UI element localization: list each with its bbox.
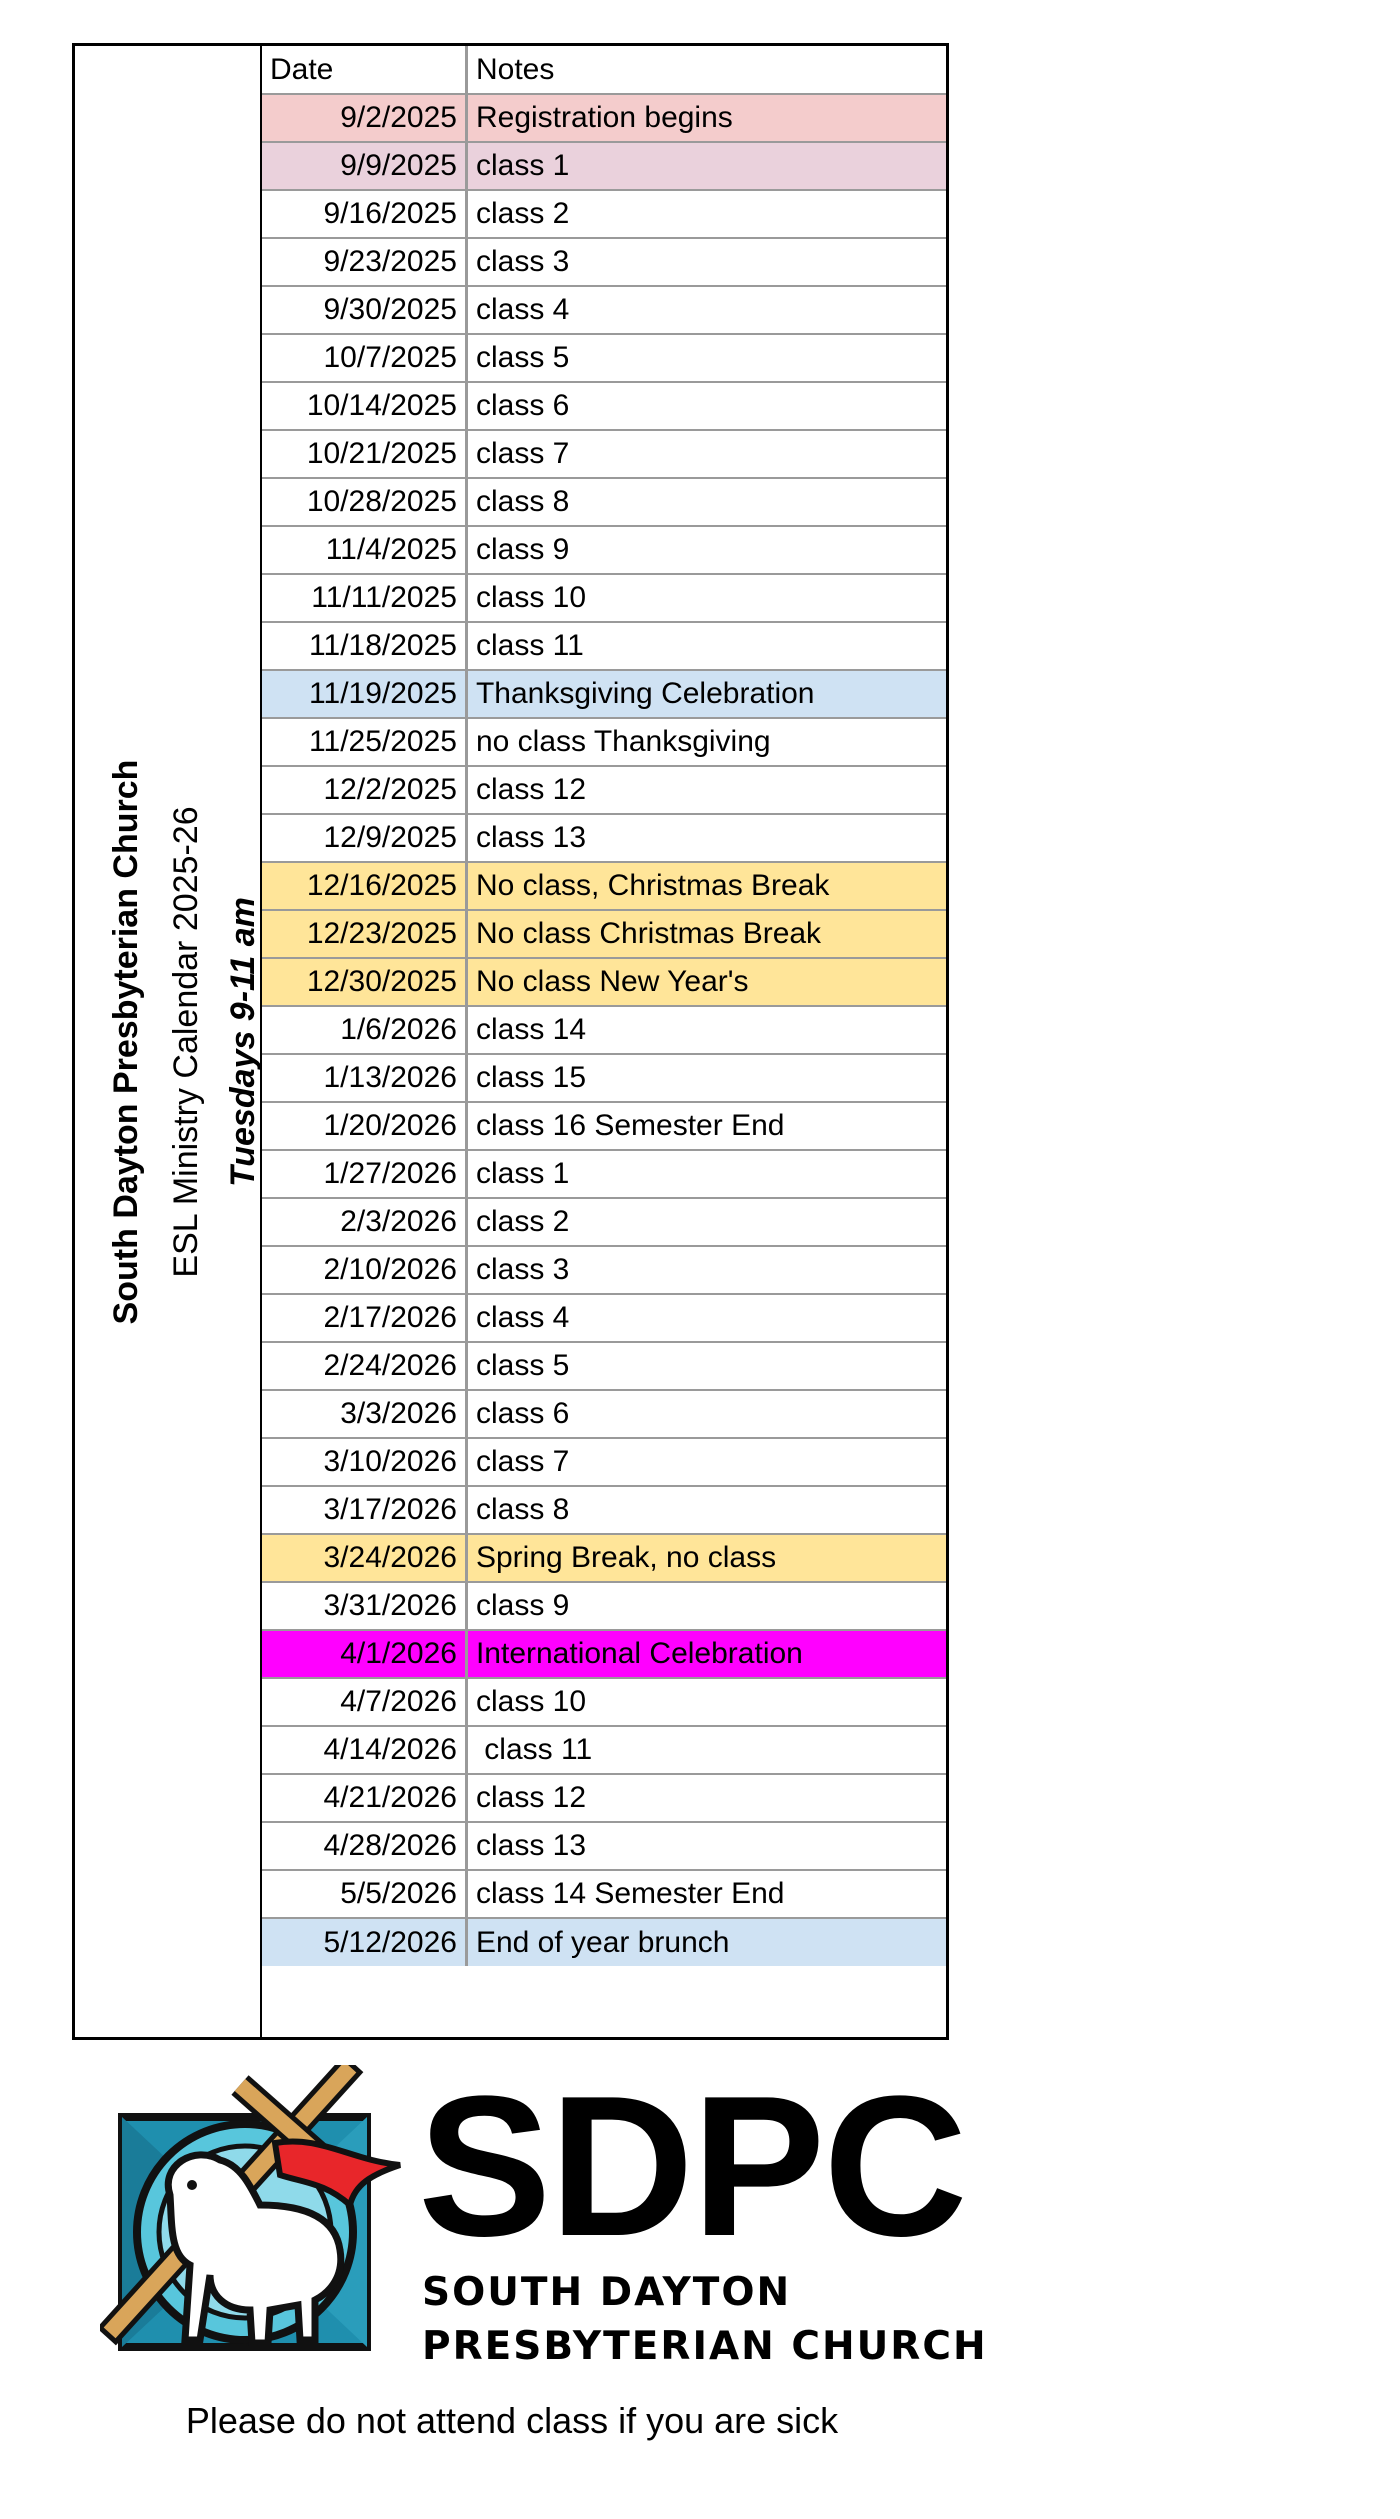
table-row <box>262 814 946 862</box>
note-cell: Spring Break, no class <box>466 1534 946 1582</box>
table-row <box>262 1150 946 1198</box>
table-row <box>262 1726 946 1774</box>
date-cell: 10/7/2025 <box>262 334 466 382</box>
note-cell: class 3 <box>466 1246 946 1294</box>
date-cell: 2/10/2026 <box>262 1246 466 1294</box>
note-cell: class 7 <box>466 430 946 478</box>
date-cell: 10/14/2025 <box>262 382 466 430</box>
note-cell: class 14 <box>466 1006 946 1054</box>
note-cell: class 8 <box>466 1486 946 1534</box>
table-row <box>262 1438 946 1486</box>
note-cell: class 5 <box>466 1342 946 1390</box>
note-cell: class 2 <box>466 190 946 238</box>
table-row <box>262 1246 946 1294</box>
note-cell: class 5 <box>466 334 946 382</box>
schedule-vertical: Tuesdays 9-11 am <box>224 896 262 1187</box>
table-row <box>262 526 946 574</box>
date-cell: 4/28/2026 <box>262 1822 466 1870</box>
date-cell: 3/17/2026 <box>262 1486 466 1534</box>
date-cell: 9/2/2025 <box>262 94 466 142</box>
date-cell: 12/2/2025 <box>262 766 466 814</box>
note-cell: class 8 <box>466 478 946 526</box>
table-row <box>262 670 946 718</box>
calendar-sheet <box>72 43 949 2040</box>
logo-acronym: SDPC <box>418 2055 966 2278</box>
note-cell: class 4 <box>466 1294 946 1342</box>
date-cell: 11/4/2025 <box>262 526 466 574</box>
note-cell: class 16 Semester End <box>466 1102 946 1150</box>
table-row <box>262 1294 946 1342</box>
note-cell: class 15 <box>466 1054 946 1102</box>
table-row <box>262 958 946 1006</box>
note-cell: class 10 <box>466 1678 946 1726</box>
note-cell: class 3 <box>466 238 946 286</box>
calendar-table <box>262 46 946 1966</box>
date-cell: 3/3/2026 <box>262 1390 466 1438</box>
note-cell: class 12 <box>466 766 946 814</box>
side-title-panel <box>75 46 262 2037</box>
table-row <box>262 766 946 814</box>
note-cell: End of year brunch <box>466 1918 946 1966</box>
table-row <box>262 574 946 622</box>
note-cell: No class, Christmas Break <box>466 862 946 910</box>
note-cell: class 9 <box>466 526 946 574</box>
table-row <box>262 1630 946 1678</box>
table-row <box>262 910 946 958</box>
note-cell: class 14 Semester End <box>466 1870 946 1918</box>
table-row <box>262 1486 946 1534</box>
table-row <box>262 1054 946 1102</box>
note-cell: International Celebration <box>466 1630 946 1678</box>
sdpc-logo <box>100 2055 988 2375</box>
date-cell: 1/13/2026 <box>262 1054 466 1102</box>
lamb-cross-emblem-icon <box>100 2065 410 2355</box>
table-row <box>262 1006 946 1054</box>
date-cell: 9/23/2025 <box>262 238 466 286</box>
note-cell: no class Thanksgiving <box>466 718 946 766</box>
note-cell: class 13 <box>466 1822 946 1870</box>
table-row <box>262 142 946 190</box>
date-cell: 4/14/2026 <box>262 1726 466 1774</box>
table-row <box>262 238 946 286</box>
table-row <box>262 718 946 766</box>
date-cell: 9/16/2025 <box>262 190 466 238</box>
calendar-title-vertical: ESL Ministry Calendar 2025-26 <box>167 805 205 1278</box>
date-cell: 11/11/2025 <box>262 574 466 622</box>
table-row <box>262 622 946 670</box>
table-row <box>262 1582 946 1630</box>
date-cell: 5/12/2026 <box>262 1918 466 1966</box>
logo-name-line-2: PRESBYTERIAN CHURCH <box>422 2324 988 2369</box>
date-cell: 1/27/2026 <box>262 1150 466 1198</box>
table-row <box>262 286 946 334</box>
table-row <box>262 1198 946 1246</box>
date-cell: 3/31/2026 <box>262 1582 466 1630</box>
table-row <box>262 1678 946 1726</box>
date-cell: 4/7/2026 <box>262 1678 466 1726</box>
table-row <box>262 190 946 238</box>
note-cell: Registration begins <box>466 94 946 142</box>
note-cell: class 11 <box>466 622 946 670</box>
note-cell: Thanksgiving Celebration <box>466 670 946 718</box>
note-cell: class 10 <box>466 574 946 622</box>
date-cell: 2/17/2026 <box>262 1294 466 1342</box>
note-cell: class 9 <box>466 1582 946 1630</box>
table-row <box>262 1774 946 1822</box>
table-row <box>262 1918 946 1966</box>
table-row <box>262 382 946 430</box>
date-cell: 11/19/2025 <box>262 670 466 718</box>
date-cell: 12/16/2025 <box>262 862 466 910</box>
table-row <box>262 94 946 142</box>
table-row <box>262 1870 946 1918</box>
date-cell: 4/21/2026 <box>262 1774 466 1822</box>
date-cell: 3/24/2026 <box>262 1534 466 1582</box>
date-cell: 5/5/2026 <box>262 1870 466 1918</box>
table-row <box>262 1102 946 1150</box>
date-cell: 9/9/2025 <box>262 142 466 190</box>
date-cell: 12/9/2025 <box>262 814 466 862</box>
table-row <box>262 1822 946 1870</box>
note-cell: class 1 <box>466 1150 946 1198</box>
note-cell: class 11 <box>466 1726 946 1774</box>
date-cell: 2/3/2026 <box>262 1198 466 1246</box>
note-cell: class 6 <box>466 1390 946 1438</box>
date-cell: 12/23/2025 <box>262 910 466 958</box>
table-header-row <box>262 46 946 94</box>
date-cell: 4/1/2026 <box>262 1630 466 1678</box>
table-row <box>262 1342 946 1390</box>
notes-column-header: Notes <box>475 52 555 86</box>
date-cell: 11/25/2025 <box>262 718 466 766</box>
date-cell: 1/6/2026 <box>262 1006 466 1054</box>
table-row <box>262 478 946 526</box>
date-cell: 12/30/2025 <box>262 958 466 1006</box>
date-cell: 10/21/2025 <box>262 430 466 478</box>
date-cell: 9/30/2025 <box>262 286 466 334</box>
note-cell: class 12 <box>466 1774 946 1822</box>
date-cell: 2/24/2026 <box>262 1342 466 1390</box>
note-cell: class 6 <box>466 382 946 430</box>
calendar-table-body <box>262 94 946 1966</box>
table-row <box>262 1390 946 1438</box>
note-cell: No class Christmas Break <box>466 910 946 958</box>
date-cell: 11/18/2025 <box>262 622 466 670</box>
table-row <box>262 862 946 910</box>
note-cell: class 13 <box>466 814 946 862</box>
table-row <box>262 334 946 382</box>
table-row <box>262 430 946 478</box>
table-row <box>262 1534 946 1582</box>
note-cell: class 4 <box>466 286 946 334</box>
date-cell: 10/28/2025 <box>262 478 466 526</box>
note-cell: class 7 <box>466 1438 946 1486</box>
note-cell: class 2 <box>466 1198 946 1246</box>
date-column-header: Date <box>262 46 466 94</box>
date-cell: 1/20/2026 <box>262 1102 466 1150</box>
note-cell: class 1 <box>466 142 946 190</box>
logo-name-line-1: SOUTH DAYTON <box>422 2270 792 2315</box>
note-cell: No class New Year's <box>466 958 946 1006</box>
date-cell: 3/10/2026 <box>262 1438 466 1486</box>
church-name-vertical: South Dayton Presbyterian Church <box>107 759 145 1324</box>
sick-notice: Please do not attend class if you are sick <box>185 2400 839 2441</box>
